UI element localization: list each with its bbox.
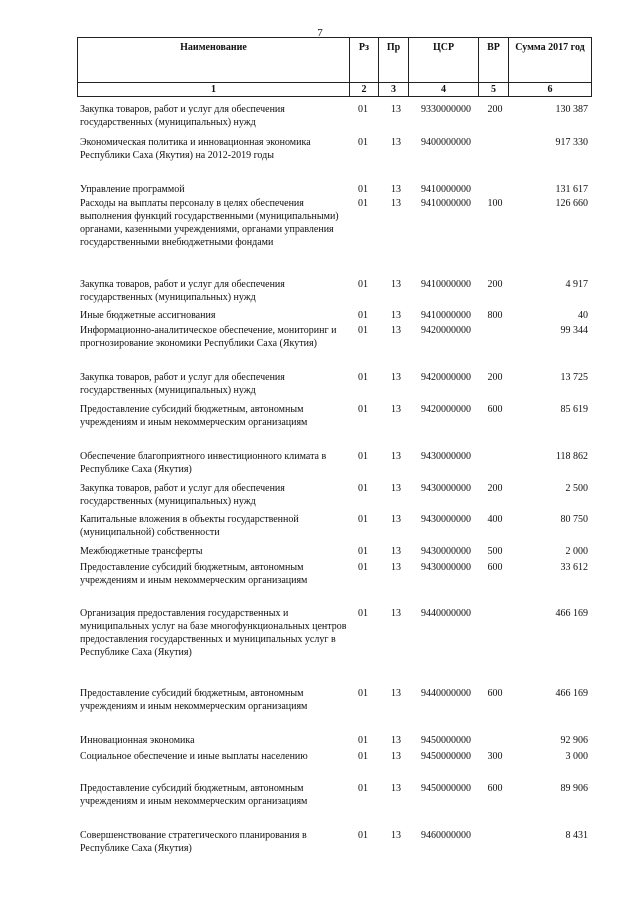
row-pr: 13 [391,783,401,794]
page-number: 7 [317,27,323,39]
row-name: Капитальные вложения в объекты государственной (муниципальной) собственности [80,514,299,538]
header-sum: Сумма 2017 год [509,38,592,83]
row-sum: 8 431 [565,830,588,841]
row-vr: 200 [487,372,503,383]
row-name: Закупка товаров, работ и услуг для обеспечения государственных (муниципальных) нужд [80,372,285,396]
row-name: Предоставление субсидий бюджетным, автономным учреждениям и иным некоммерческим организациям [80,404,308,428]
row-csr: 9450000000 [421,783,471,794]
header-col-number: 3 [379,83,409,97]
header-col-number: 2 [350,83,379,97]
row-pr: 13 [391,514,401,525]
row-rz: 01 [358,514,368,525]
row-vr: 300 [487,751,503,762]
table-header [77,37,592,97]
row-pr: 13 [391,451,401,462]
row-vr: 200 [487,279,503,290]
row-sum: 33 612 [560,562,588,573]
row-csr: 9410000000 [421,279,471,290]
row-rz: 01 [358,310,368,321]
row-rz: 01 [358,830,368,841]
row-vr: 600 [487,404,503,415]
row-name: Предоставление субсидий бюджетным, автономным учреждениям и иным некоммерческим организациям [80,688,308,712]
row-rz: 01 [358,184,368,195]
row-pr: 13 [391,310,401,321]
row-vr: 600 [487,688,503,699]
row-csr: 9410000000 [421,184,471,195]
row-vr: 100 [487,198,503,209]
row-rz: 01 [358,404,368,415]
row-csr: 9430000000 [421,546,471,557]
header-col-number: 5 [479,83,509,97]
row-pr: 13 [391,608,401,619]
row-pr: 13 [391,279,401,290]
row-csr: 9440000000 [421,608,471,619]
row-pr: 13 [391,735,401,746]
row-name: Иные бюджетные ассигнования [80,310,216,321]
row-sum: 4 917 [565,279,588,290]
row-csr: 9330000000 [421,104,471,115]
row-vr: 600 [487,562,503,573]
row-pr: 13 [391,198,401,209]
row-csr: 9420000000 [421,372,471,383]
header-name: Наименование [78,38,350,83]
row-pr: 13 [391,688,401,699]
row-sum: 89 906 [560,783,588,794]
header-rz: Рз [350,38,379,83]
row-sum: 13 725 [560,372,588,383]
row-name: Предоставление субсидий бюджетным, автономным учреждениям и иным некоммерческим организациям [80,562,308,586]
row-csr: 9450000000 [421,735,471,746]
row-vr: 500 [487,546,503,557]
row-csr: 9460000000 [421,830,471,841]
row-csr: 9440000000 [421,688,471,699]
row-sum: 99 344 [560,325,588,336]
row-rz: 01 [358,451,368,462]
row-rz: 01 [358,688,368,699]
row-rz: 01 [358,198,368,209]
row-pr: 13 [391,751,401,762]
row-rz: 01 [358,325,368,336]
row-rz: 01 [358,608,368,619]
row-csr: 9430000000 [421,514,471,525]
row-pr: 13 [391,404,401,415]
row-name: Совершенствование стратегического планирования в Республике Саха (Якутия) [80,830,307,854]
header-pr: Пр [379,38,409,83]
row-sum: 40 [578,310,588,321]
row-csr: 9410000000 [421,198,471,209]
row-sum: 466 169 [555,608,588,619]
row-csr: 9430000000 [421,562,471,573]
row-rz: 01 [358,279,368,290]
row-sum: 118 862 [555,451,588,462]
row-csr: 9430000000 [421,451,471,462]
row-rz: 01 [358,783,368,794]
row-sum: 80 750 [560,514,588,525]
row-pr: 13 [391,137,401,148]
row-sum: 917 330 [555,137,588,148]
row-pr: 13 [391,372,401,383]
row-rz: 01 [358,735,368,746]
row-name: Закупка товаров, работ и услуг для обеспечения государственных (муниципальных) нужд [80,279,285,303]
row-name: Обеспечение благоприятного инвестиционного климата в Республике Саха (Якутия) [80,451,327,475]
row-rz: 01 [358,562,368,573]
row-rz: 01 [358,137,368,148]
row-sum: 466 169 [555,688,588,699]
header-col-number: 6 [509,83,592,97]
row-name: Экономическая политика и инновационная экономика Республики Саха (Якутия) на 2012-2019 годы [80,137,311,161]
row-sum: 131 617 [555,184,588,195]
row-name: Предоставление субсидий бюджетным, автономным учреждениям и иным некоммерческим организациям [80,783,308,807]
row-csr: 9450000000 [421,751,471,762]
row-name: Информационно-аналитическое обеспечение, мониторинг и прогнозирование экономики Республики Саха (Якутия) [80,325,337,349]
row-pr: 13 [391,830,401,841]
row-pr: 13 [391,325,401,336]
row-pr: 13 [391,483,401,494]
row-sum: 3 000 [565,751,588,762]
row-csr: 9420000000 [421,325,471,336]
row-rz: 01 [358,483,368,494]
row-name: Расходы на выплаты персоналу в целях обеспечения выполнения функций государственными (муниципальными) органами, казенными учреждениями, органами управления государственными внебюджетными фондами [80,198,339,248]
row-vr: 200 [487,483,503,494]
row-sum: 2 000 [565,546,588,557]
row-sum: 126 660 [555,198,588,209]
header-vr: ВР [479,38,509,83]
row-rz: 01 [358,546,368,557]
row-rz: 01 [358,104,368,115]
row-vr: 400 [487,514,503,525]
row-rz: 01 [358,372,368,383]
row-csr: 9410000000 [421,310,471,321]
header-col-number: 4 [409,83,479,97]
row-sum: 2 500 [565,483,588,494]
row-sum: 92 906 [560,735,588,746]
row-pr: 13 [391,562,401,573]
row-name: Закупка товаров, работ и услуг для обеспечения государственных (муниципальных) нужд [80,483,285,507]
row-name: Инновационная экономика [80,735,195,746]
row-pr: 13 [391,184,401,195]
row-name: Управление программой [80,184,185,195]
row-pr: 13 [391,546,401,557]
header-csr: ЦСР [409,38,479,83]
row-name: Социальное обеспечение и иные выплаты населению [80,751,308,762]
row-rz: 01 [358,751,368,762]
row-vr: 800 [487,310,503,321]
row-vr: 200 [487,104,503,115]
row-sum: 85 619 [560,404,588,415]
row-name: Закупка товаров, работ и услуг для обеспечения государственных (муниципальных) нужд [80,104,285,128]
row-csr: 9400000000 [421,137,471,148]
row-vr: 600 [487,783,503,794]
row-name: Межбюджетные трансферты [80,546,203,557]
row-pr: 13 [391,104,401,115]
row-csr: 9420000000 [421,404,471,415]
header-col-number: 1 [78,83,350,97]
row-name: Организация предоставления государственных и муниципальных услуг на базе многофункциональных центров предоставления государственных и муниципальных услуг в Республике Саха (Якутия) [80,608,347,658]
row-csr: 9430000000 [421,483,471,494]
row-sum: 130 387 [555,104,588,115]
